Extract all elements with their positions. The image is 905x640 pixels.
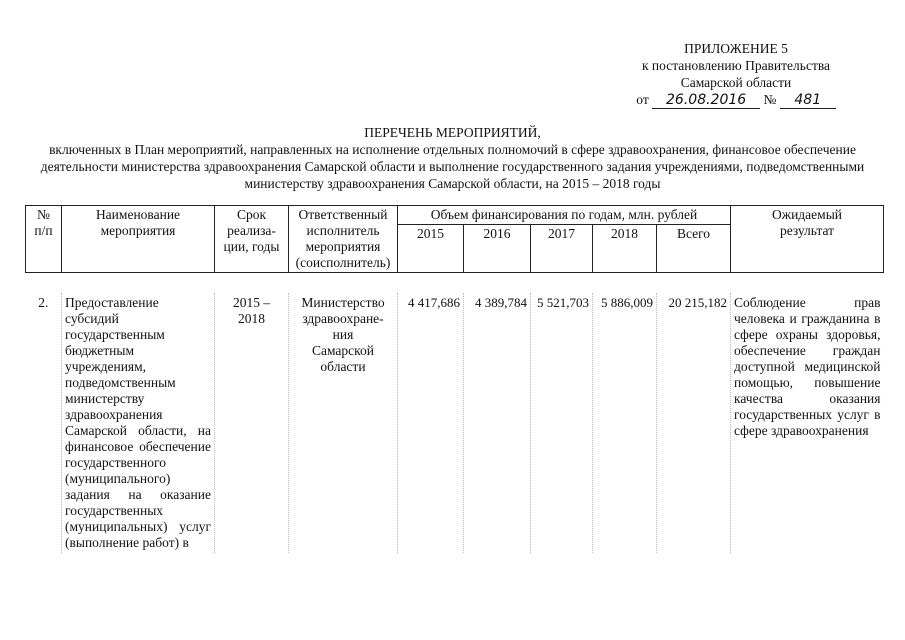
row-term: 2015 – 2018: [215, 293, 289, 553]
header-year-2015: 2015: [398, 225, 464, 273]
row-value-2017: 5 521,703: [531, 293, 593, 553]
row-value-2015: 4 417,686: [398, 293, 464, 553]
header-name: Наименование мероприятия: [62, 206, 215, 273]
header-year-2018: 2018: [593, 225, 657, 273]
table-row: [26, 293, 884, 553]
handwritten-date: 26.08.2016: [652, 92, 760, 109]
header-responsible: Ответственный исполнитель мероприятия (соисполнитель): [289, 206, 398, 273]
header-total: Всего: [657, 225, 731, 273]
appendix-block: [621, 40, 851, 111]
header-year-2016: 2016: [464, 225, 531, 273]
document-title: ПЕРЕЧЕНЬ МЕРОПРИЯТИЙ,: [364, 125, 541, 140]
from-label: от: [636, 92, 649, 107]
document-subtitle: включенных в План мероприятий, направленных на исполнение отдельных полномочий в сфере здравоохранения, финансовое обеспечение деятельности министерства здравоохранения Самарской области и выполнение государственного задания учреждениями, подведомственными министерству здравоохранения Самарской области, на 2015 – 2018 годы: [40, 142, 865, 191]
header-year-2017: 2017: [531, 225, 593, 273]
row-value-2018: 5 886,009: [593, 293, 657, 553]
appendix-line-3: Самарской области: [680, 75, 792, 90]
appendix-title: ПРИЛОЖЕНИЕ 5: [684, 41, 788, 56]
header-num: № п/п: [26, 206, 62, 273]
row-responsible: Министерство здравоохране- ния Самарской области: [289, 293, 398, 553]
row-value-2016: 4 389,784: [464, 293, 531, 553]
header-funding: Объем финансирования по годам, млн. рублей: [398, 206, 731, 225]
header-result: Ожидаемый результат: [731, 206, 884, 273]
row-name: Предоставление субсидий государственным бюджетным учреждениям, подведомственным министерству здравоохранения Самарской области, на финансовое обеспечение государственного (муниципального) задания на оказание государственных (муниципальных) услуг (выполнение работ) в: [62, 293, 215, 553]
decree-reference: [621, 91, 851, 111]
row-num: 2.: [38, 295, 49, 310]
handwritten-number: 481: [780, 92, 836, 109]
header-term: Срок реализа- ции, годы: [215, 206, 289, 273]
number-label: №: [763, 92, 777, 107]
row-result: Соблюдение прав человека и гражданина в сфере охраны здоровья, обеспечение граждан доступной медицинской помощью, повышение качества оказания государственных услуг в сфере здравоохранения: [731, 293, 884, 553]
row-value-total: 20 215,182: [657, 293, 731, 553]
activities-table: [25, 205, 884, 553]
appendix-line-2: к постановлению Правительства: [641, 58, 831, 73]
